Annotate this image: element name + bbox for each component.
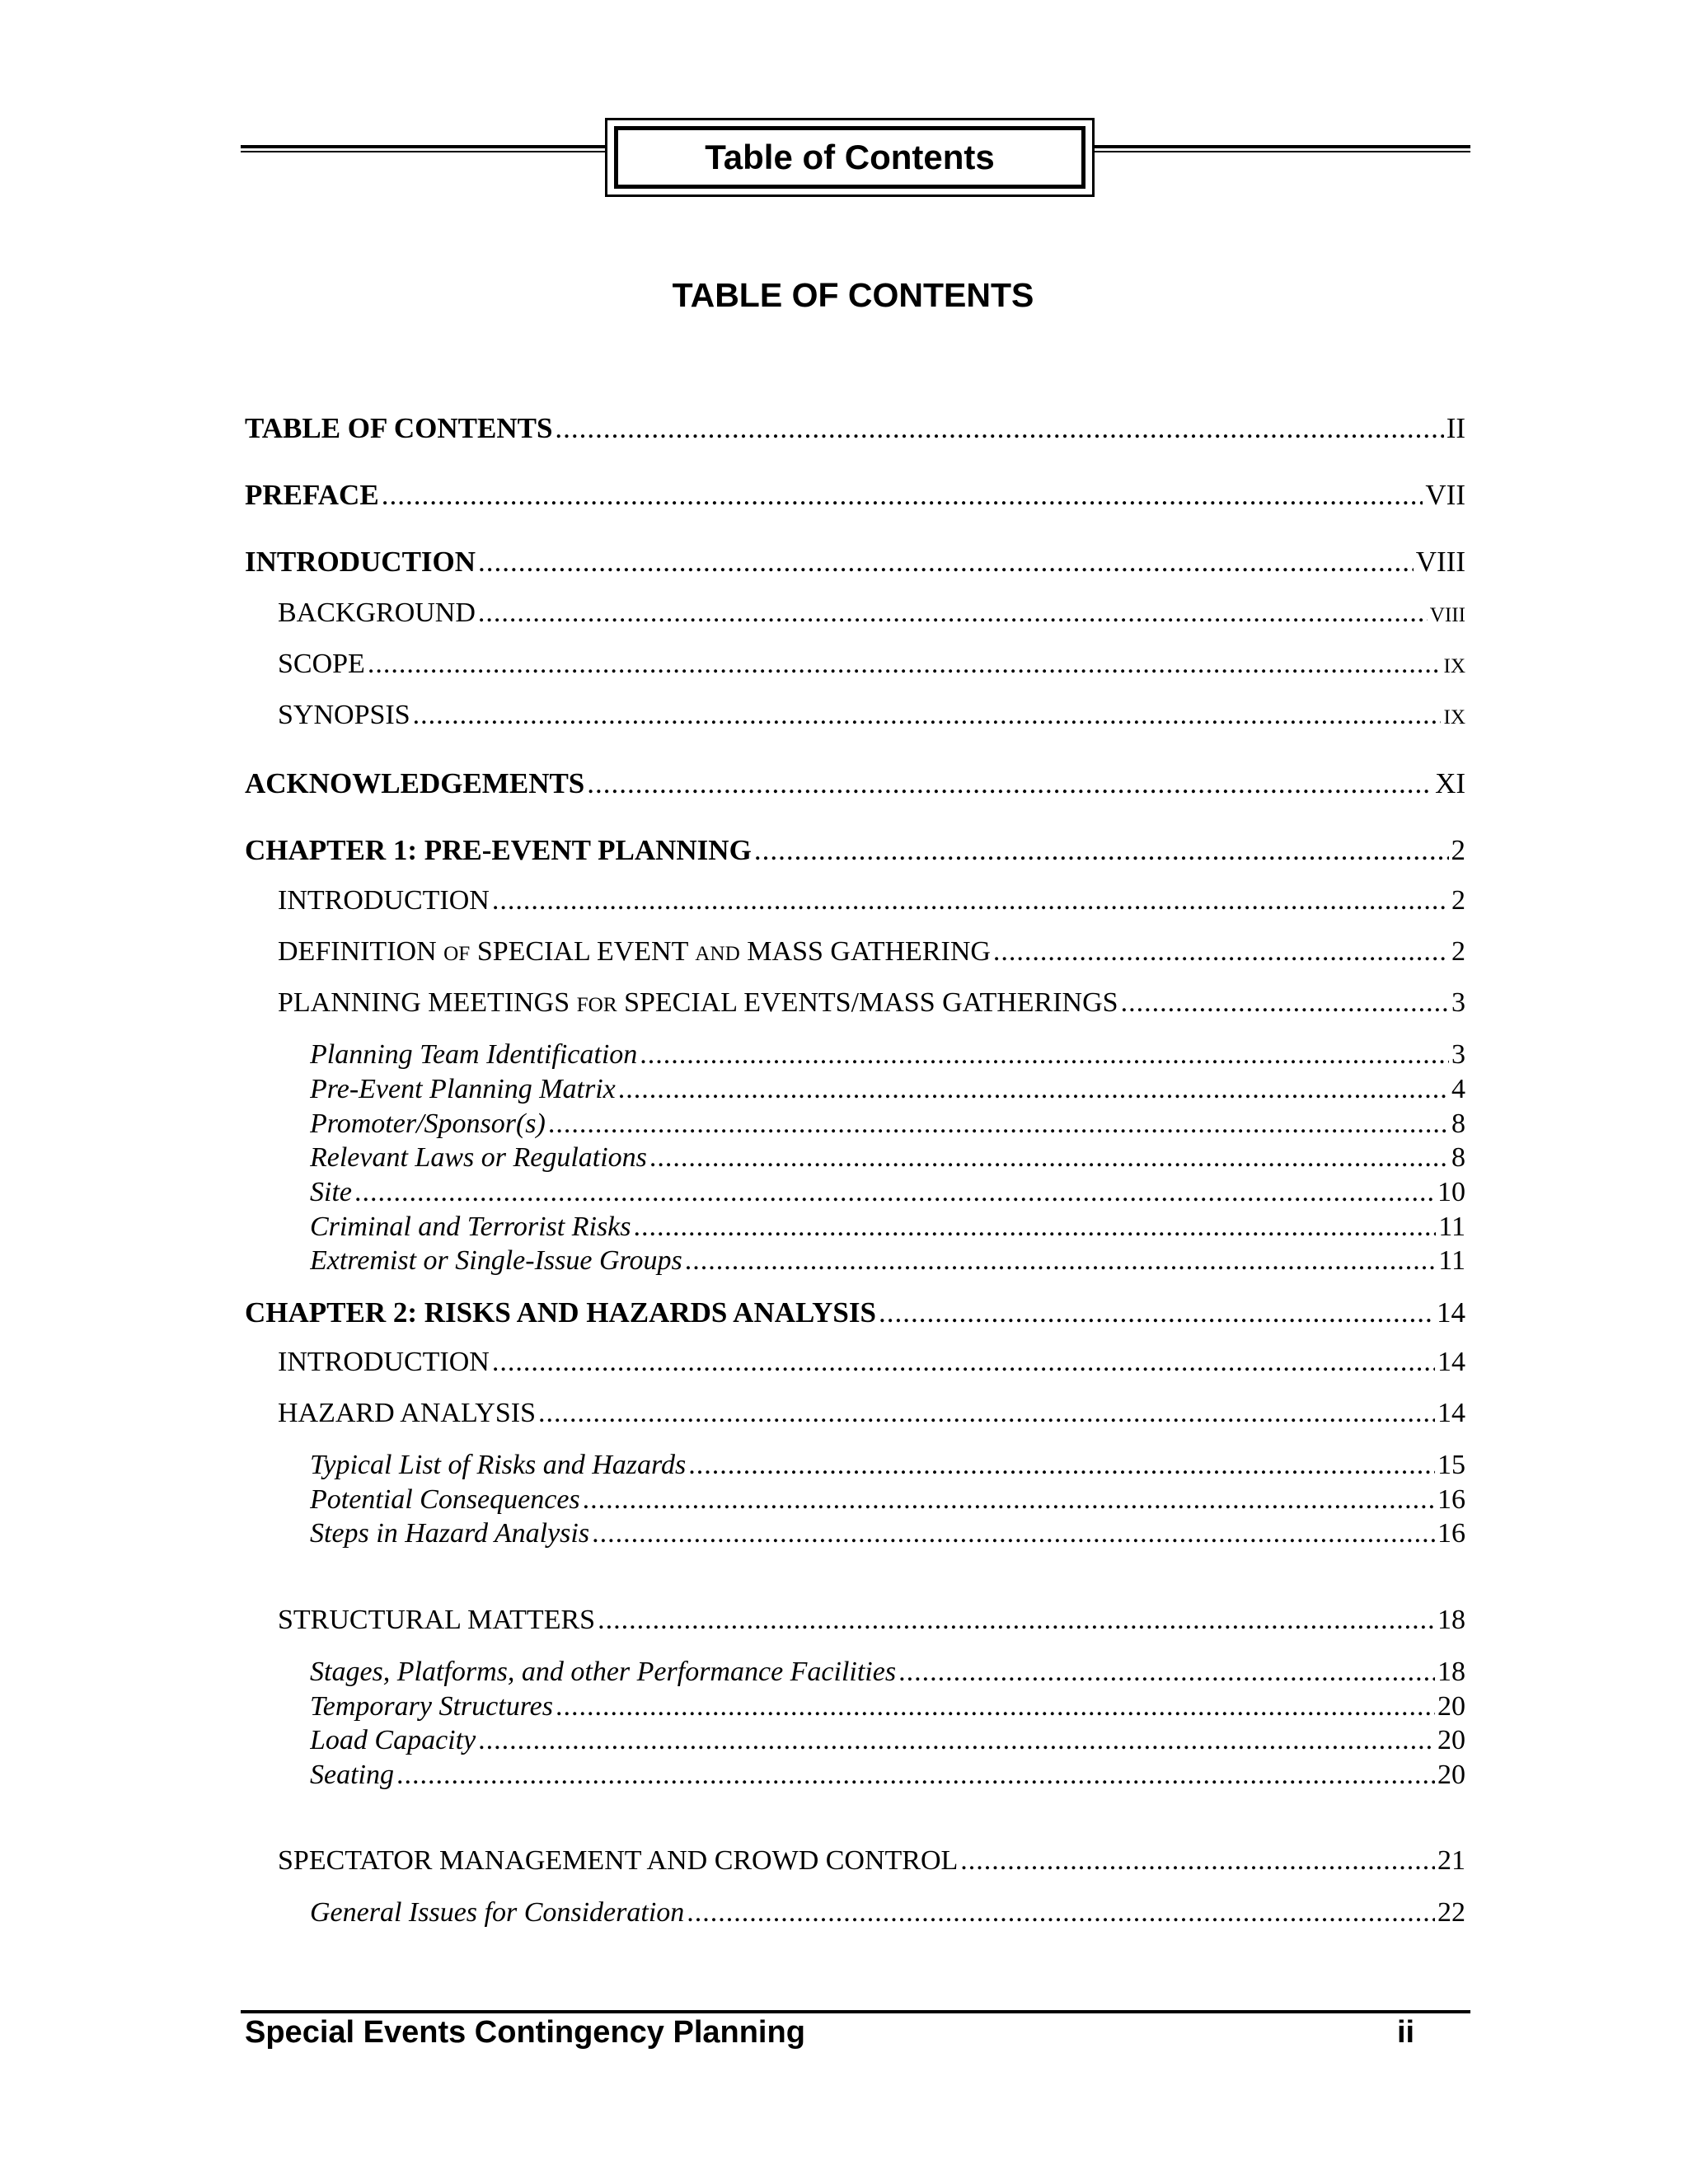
toc-entry-typical-risks[interactable]: Typical List of Risks and Hazards ..... 15 [310,1450,1465,1481]
toc-entry-chapter-1[interactable]: CHAPTER 1: PRE-EVENT PLANNING ..... 2 [245,834,1465,867]
toc-entry-spectator-management[interactable]: SPECTATOR MANAGEMENT AND CROWD CONTROL ..... 21 [278,1845,1465,1877]
footer-rule [241,2010,1470,2013]
toc-entry-synopsis[interactable]: SYNOPSIS ..... IX [278,700,1465,731]
toc-entry-relevant-laws[interactable]: Relevant Laws or Regulations ..... 8 [310,1142,1465,1174]
page-title: TABLE OF CONTENTS [672,276,1034,314]
toc-entry-criminal-risks[interactable]: Criminal and Terrorist Risks ..... 11 [310,1212,1465,1243]
toc-entry-scope[interactable]: SCOPE ..... IX [278,649,1465,680]
toc-entry-general-issues[interactable]: General Issues for Consideration ..... 22 [310,1897,1465,1929]
toc-entry-load-capacity[interactable]: Load Capacity ..... 20 [310,1725,1465,1756]
toc-entry-chapter-2[interactable]: CHAPTER 2: RISKS AND HAZARDS ANALYSIS ..... 14 [245,1296,1465,1329]
toc-entry-site[interactable]: Site ..... 10 [310,1177,1465,1208]
toc-entry-definition[interactable]: DEFINITION OF SPECIAL EVENT AND MASS GATHERING ..... 2 [278,936,1465,968]
toc-entry-temporary-structures[interactable]: Temporary Structures ..... 20 [310,1691,1465,1722]
toc-entry-planning-matrix[interactable]: Pre-Event Planning Matrix ..... 4 [310,1074,1465,1105]
header-banner: Table of Contents [614,126,1085,189]
toc-entry-seating[interactable]: Seating ..... 20 [310,1760,1465,1791]
header-rule-right [1095,145,1470,148]
toc-entry-potential-consequences[interactable]: Potential Consequences ..... 16 [310,1484,1465,1516]
toc-entry-planning-meetings[interactable]: PLANNING MEETINGS FOR SPECIAL EVENTS/MASS GATHERINGS ..... 3 [278,987,1465,1019]
footer-title: Special Events Contingency Planning [245,2015,805,2050]
toc-entry-hazard-analysis[interactable]: HAZARD ANALYSIS ..... 14 [278,1398,1465,1429]
toc-entry-ch2-introduction[interactable]: INTRODUCTION ..... 14 [278,1347,1465,1378]
toc-entry-structural-matters[interactable]: STRUCTURAL MATTERS ..... 18 [278,1605,1465,1636]
toc-entry-ch1-introduction[interactable]: INTRODUCTION ..... 2 [278,885,1465,916]
footer-page-number: ii [1397,2015,1415,2050]
header-rule-left-thin [241,151,607,152]
toc-entry-table-of-contents[interactable]: TABLE OF CONTENTS ..... II [245,412,1465,445]
toc-entry-acknowledgements[interactable]: ACKNOWLEDGEMENTS ..... XI [245,767,1465,800]
toc-entry-stages-platforms[interactable]: Stages, Platforms, and other Performance Facilities ..... 18 [310,1657,1465,1688]
toc-entry-promoter[interactable]: Promoter/Sponsor(s) ..... 8 [310,1108,1465,1140]
header-rule-right-thin [1095,151,1470,152]
toc-entry-background[interactable]: BACKGROUND ..... VIII [278,598,1465,629]
toc-entry-steps-hazard-analysis[interactable]: Steps in Hazard Analysis ..... 16 [310,1518,1465,1549]
toc-entry-preface[interactable]: PREFACE ..... VII [245,479,1465,512]
toc-entry-extremist-groups[interactable]: Extremist or Single-Issue Groups ..... 11 [310,1245,1465,1277]
toc-entry-planning-team[interactable]: Planning Team Identification ..... 3 [310,1039,1465,1071]
header-rule-left [241,145,607,148]
toc-entry-introduction[interactable]: INTRODUCTION ..... VIII [245,546,1465,579]
